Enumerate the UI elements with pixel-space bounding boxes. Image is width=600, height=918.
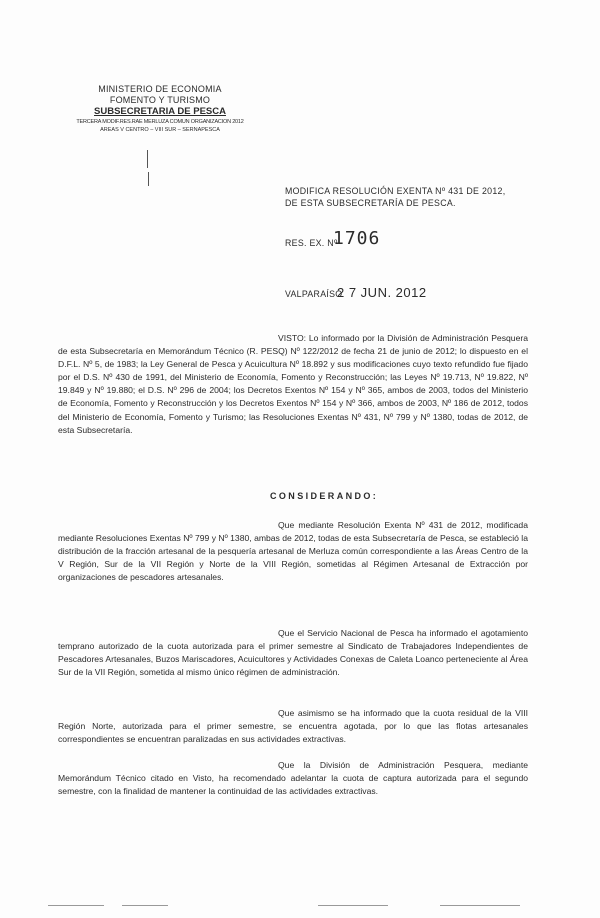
letterhead [60,84,260,134]
division-name: FOMENTO Y TURISMO [109,95,211,105]
considerando-paragraph-1: Que mediante Resolución Exenta Nº 431 de 2012, modificada mediante Resoluciones Exentas Nº 799 y Nº 1380, ambas de 2012, todas de esta Subsecretaría de Pesca, se estableció la distribución de la fracción artesanal de la pesquería artesanal de Merluza común correspondiente a las Áreas Centro de la V Región, Sur de la VII Región y Norte de la VIII Región, sometidas al Régimen Artesanal de Extracción por organizaciones de pescadores artesanales. [58,520,528,583]
considerando-paragraph-2: Que el Servicio Nacional de Pesca ha informado el agotamiento temprano autorizado de la cuota autorizada para el primer semestre al Sindicato de Trabajadores Independientes de Pescadores Artesanales, Buzos Mariscadores, Acuicultores y Actividades Conexas de Caleta Loanco perteneciente al Área Sur de la VII Región, sometida al mismo único régimen de administración. [58,628,528,678]
date-stamp: 2 7 JUN. 2012 [337,285,427,300]
footer-rule [48,905,104,906]
considerando-paragraph-3: Que asimismo se ha informado que la cuota residual de la VIII Región Norte, autorizada para el primer semestre, se encuentra agotada, por lo que las flotas artesanales correspondientes se encuentran paralizadas en sus actividades extractivas. [58,708,528,745]
subsecretaria-name: SUBSECRETARIA DE PESCA [94,106,226,117]
footer-rule [122,905,168,906]
considerando-paragraph-4: Que la División de Administración Pesquera, mediante Memorándum Técnico citado en Visto, ha recomendado adelantar la cuota de captura autorizada para el segundo semestre, con la finalidad de mantener la continuidad de las actividades extractivas. [58,760,528,797]
margin-mark [147,150,148,168]
resolution-number: 1706 [333,228,381,249]
footer-rule [318,905,388,906]
file-reference-line2: AREAS V CENTRO – VIII SUR – SERNAPESCA [100,127,220,133]
considerando-heading: CONSIDERANDO: [270,491,379,501]
subject-line2: DE ESTA SUBSECRETARÍA DE PESCA. [285,198,456,208]
subject-line1: MODIFICA RESOLUCIÓN EXENTA Nº 431 DE 2012, [285,186,506,196]
margin-mark [148,172,149,186]
ministry-name: MINISTERIO DE ECONOMIA [98,84,222,94]
resolution-label: RES. EX. Nº [285,238,338,248]
visto-paragraph: VISTO: Lo informado por la División de Administración Pesquera de esta Subsecretaría en Memorándum Técnico (R. PESQ) Nº 122/2012 de fecha 21 de junio de 2012; lo dispuesto en el D.F.L. Nº 5, de 1983; la Ley General de Pesca y Acuicultura Nº 18.892 y sus modificaciones cuyo texto refundido fue fijado por el D.S. Nº 430 de 1991, del Ministerio de Economía, Fomento y Reconstrucción; las Leyes Nº 19.713, Nº 19.822, Nº 19.849 y Nº 19.880; el D.S. Nº 296 de 2004; los Decretos Exentos Nº 154 y Nº 365, ambos de 2003, todos del Ministerio de Economía, Fomento y Reconstrucción y los Decretos Exentos Nº 154 y Nº 366, ambos de 2003, Nº 186 de 2012, todos del Ministerio de Economía, Fomento y Turismo; las Resoluciones Exentas Nº 431, Nº 799 y Nº 1380, todas de 2012, de esta Subsecretaría. [58,333,528,435]
footer-rule [440,905,520,906]
file-reference-line1: TERCERA MODIF.RES.RAE MERLUZA COMUN ORGANIZACION 2012 [76,119,244,125]
place-label: VALPARAÍSO [285,289,343,299]
resolution-subject [285,185,555,209]
